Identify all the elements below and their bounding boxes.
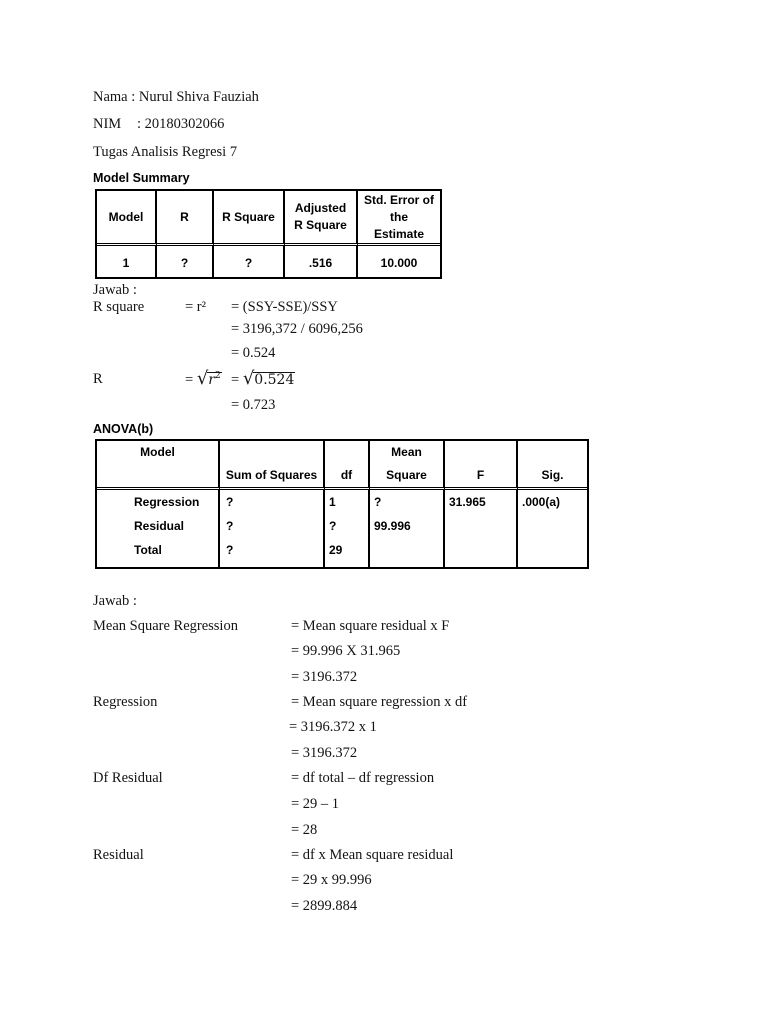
cell-df: 29 — [325, 538, 370, 567]
header-sig — [518, 441, 587, 490]
radical-sign: √ — [196, 368, 209, 389]
calc-step: = df x Mean square residual — [291, 847, 454, 863]
cell-mean-square — [370, 538, 445, 567]
cell-mean-square: ? — [370, 490, 445, 514]
cell-model: Total — [97, 538, 220, 567]
table-header-row — [97, 191, 440, 246]
cell-sig — [518, 514, 587, 538]
table-row — [97, 514, 587, 538]
header-text: Square — [386, 468, 427, 482]
calc-step: = 0.723 — [231, 397, 276, 413]
table-body — [97, 246, 440, 277]
cell-model: Residual — [97, 514, 220, 538]
radicand: 0.524 — [254, 372, 295, 388]
model-summary-table — [95, 189, 442, 279]
calc-term: Mean Square Regression — [93, 618, 238, 634]
header-text: Estimate — [373, 226, 425, 241]
cell-sig: .000(a) — [522, 495, 561, 509]
calc-step: = 29 x 99.996 — [291, 872, 372, 888]
r-formula — [231, 367, 295, 391]
header-df — [325, 441, 370, 490]
cell-sum-of-squares: ? — [220, 514, 325, 538]
calc-step: = Mean square residual x F — [291, 618, 450, 634]
header-model — [97, 191, 157, 246]
cell-mean-square: 99.996 — [370, 514, 445, 538]
r-definition — [185, 367, 222, 391]
calc-term: R — [93, 371, 103, 387]
calc-step: = 3196,372 / 6096,256 — [231, 321, 363, 337]
calc-step: = 29 – 1 — [291, 796, 340, 812]
header-text: F — [476, 468, 485, 482]
calc-step: = 2899.884 — [291, 898, 358, 914]
header-f — [445, 441, 518, 490]
student-name-line: Nama : Nurul Shiva Fauziah — [93, 89, 259, 105]
assignment-title: Tugas Analisis Regresi 7 — [93, 144, 238, 160]
cell-sum-of-squares: ? — [220, 538, 325, 567]
model-summary-title: Model Summary — [93, 171, 190, 185]
answer-label: Jawab : — [93, 593, 137, 609]
equals-sign: = — [185, 372, 194, 388]
cell-f — [445, 538, 518, 567]
calc-step: = Mean square regression x df — [291, 694, 468, 710]
calc-term: Regression — [93, 694, 158, 710]
table-row — [97, 246, 440, 277]
radicand — [207, 372, 221, 388]
cell-std-error: 10.000 — [380, 256, 418, 270]
calc-step: = 3196.372 — [291, 669, 358, 685]
variable-r: r — [208, 372, 215, 388]
header-text: the — [390, 209, 408, 224]
header-text: Model — [140, 445, 175, 459]
header-text: R Square — [222, 209, 275, 224]
answer-label: Jawab : — [93, 282, 137, 298]
cell-df: ? — [325, 514, 370, 538]
calc-step: = 3196.372 x 1 — [289, 719, 377, 735]
calc-step: = 99.996 X 31.965 — [291, 643, 401, 659]
header-text: Std. Error of — [363, 192, 434, 207]
header-mean-square — [370, 441, 445, 490]
header-text: df — [340, 468, 353, 482]
header-text: Mean — [391, 445, 422, 459]
header-text: Adjusted — [294, 201, 347, 215]
header-model — [97, 441, 220, 490]
radical-sign: √ — [242, 368, 255, 389]
cell-r-square: ? — [214, 246, 285, 277]
table-header-row — [97, 441, 587, 490]
cell-adjusted-r-square: .516 — [285, 246, 358, 277]
calc-term: Df Residual — [93, 770, 163, 786]
cell-model: Regression — [97, 490, 220, 514]
header-adjusted-r-square — [285, 191, 358, 246]
header-std-error — [358, 191, 440, 246]
nim-value: : 20180302066 — [137, 116, 225, 132]
table-head — [97, 441, 587, 490]
cell-model: 1 — [97, 246, 157, 277]
nim-label: NIM — [93, 116, 122, 132]
anova-title: ANOVA(b) — [93, 422, 154, 436]
header-r-square — [214, 191, 285, 246]
cell-r: ? — [157, 246, 214, 277]
r-square-definition: = r² — [185, 299, 206, 315]
header-text: Model — [108, 209, 144, 224]
table-row — [97, 538, 587, 567]
header-r — [157, 191, 214, 246]
cell-df: 1 — [325, 490, 370, 514]
calc-step: = df total – df regression — [291, 770, 435, 786]
header-sum-of-squares — [220, 441, 325, 490]
cell-sig — [518, 538, 587, 567]
square-root — [197, 367, 222, 392]
exponent: 2 — [215, 371, 221, 381]
cell-f — [445, 514, 518, 538]
header-text: Sig. — [541, 468, 564, 482]
square-root — [243, 367, 296, 392]
anova-table — [95, 439, 589, 569]
table-body — [97, 490, 587, 567]
calc-step: = 3196.372 — [291, 745, 358, 761]
header-text: R — [180, 209, 189, 224]
calc-step: = 0.524 — [231, 345, 276, 361]
calc-term: R square — [93, 299, 145, 315]
calc-term: Residual — [93, 847, 144, 863]
table-head — [97, 191, 440, 246]
equals-sign: = — [231, 372, 240, 388]
cell-f: 31.965 — [445, 490, 518, 514]
header-text: Sum of Squares — [225, 468, 318, 482]
table-row — [97, 490, 587, 514]
calc-step: = (SSY-SSE)/SSY — [231, 299, 338, 315]
header-text: R Square — [294, 218, 347, 232]
cell-sum-of-squares: ? — [220, 490, 325, 514]
calc-step: = 28 — [291, 822, 318, 838]
